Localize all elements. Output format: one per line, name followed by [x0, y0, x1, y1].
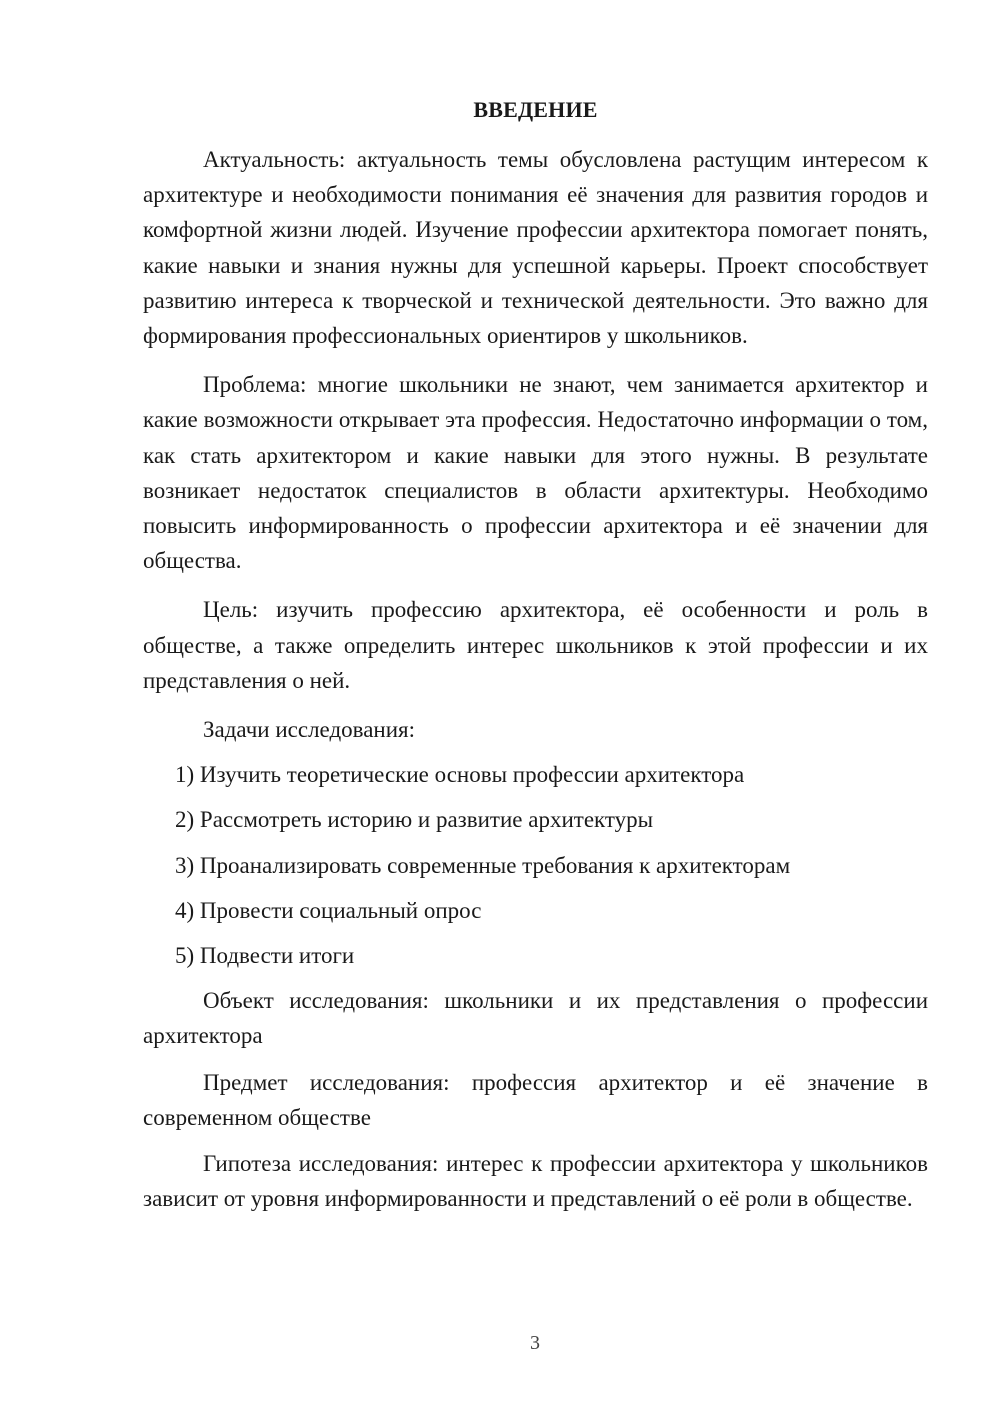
document-page	[143, 95, 928, 1227]
task-item: 3) Проанализировать современные требования к архитекторам	[175, 852, 791, 878]
problem-paragraph: Проблема: многие школьники не знают, чем занимается архитектор и какие возможности открывает эта профессия. Недостаточно информации о том, как стать архитектором и какие навыки для этого нужны. В результате возникает недостаток специалистов в области архитектуры. Необходимо повысить информированность о профессии архитектора и её значении для общества.	[143, 372, 928, 574]
goal-paragraph: Цель: изучить профессию архитектора, её особенности и роль в обществе, а также определить интерес школьников к этой профессии и их представления о ней.	[143, 597, 928, 693]
task-item: 1) Изучить теоретические основы профессии архитектора	[175, 762, 745, 788]
tasks-heading: Задачи исследования:	[203, 717, 416, 743]
task-item: 4) Провести социальный опрос	[175, 897, 482, 923]
relevance-paragraph: Актуальность: актуальность темы обусловлена растущим интересом к архитектуре и необходимости понимания её значения для развития городов и комфортной жизни людей. Изучение профессии архитектора помогает понять, какие навыки и знания нужны для успешной карьеры. Проект способствует развитию интереса к творческой и технической деятельности. Это важно для формирования профессиональных ориентиров у школьников.	[143, 147, 928, 349]
task-item: 2) Рассмотреть историю и развитие архитектуры	[175, 807, 654, 833]
task-item: 5) Подвести итоги	[175, 943, 355, 969]
page-title: ВВЕДЕНИЕ	[473, 97, 598, 122]
page-number: 3	[530, 1332, 540, 1354]
object-paragraph: Объект исследования: школьники и их представления о профессии архитектора	[143, 988, 928, 1049]
hypothesis-paragraph: Гипотеза исследования: интерес к профессии архитектора у школьников зависит от уровня информированности и представлений о её роли в обществе.	[143, 1151, 928, 1212]
subject-paragraph: Предмет исследования: профессия архитектор и её значение в современном обществе	[143, 1069, 928, 1130]
